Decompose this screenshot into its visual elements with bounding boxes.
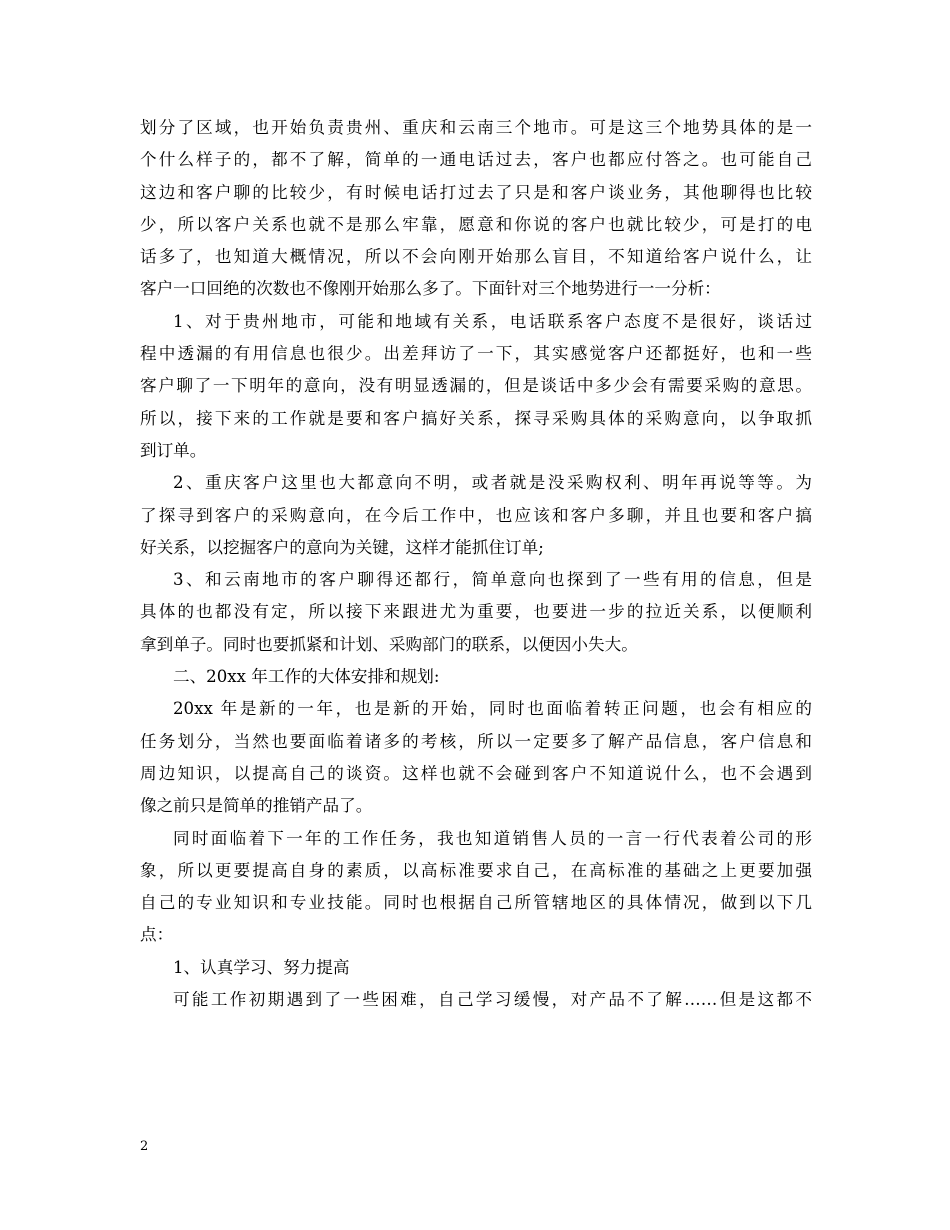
text-line: 像之前只是简单的推销产品了。 <box>140 796 373 816</box>
text-line: 同时面临着下一年的工作任务，我也知道销售人员的一言一行代表着公司的形 <box>173 828 812 848</box>
text-line: 自己的专业知识和专业技能。同时也根据自己所管辖地区的具体情况，做到以下几 <box>140 893 812 913</box>
text-line: 到订单。 <box>140 440 207 460</box>
text-line: 这边和客户聊的比较少，有时候电话打过去了只是和客户谈业务，其他聊得也比较 <box>140 182 812 202</box>
text-line: 2、重庆客户这里也大都意向不明，或者就是没采购权利、明年再说等等。为 <box>173 473 812 493</box>
text-line: 二、20xx 年工作的大体安排和规划: <box>173 667 440 687</box>
page-number: 2 <box>140 1139 149 1154</box>
text-line: 好关系，以挖掘客户的意向为关键，这样才能抓住订单; <box>140 537 544 557</box>
text-line: 象，所以更要提高自身的素质，以高标准要求自己，在高标准的基础之上更要加强 <box>140 860 812 880</box>
text-line: 划分了区域，也开始负责贵州、重庆和云南三个地市。可是这三个地势具体的是一 <box>140 118 812 137</box>
text-line: 点： <box>140 925 174 945</box>
text-line: 可能工作初期遇到了一些困难，自己学习缓慢，对产品不了解……但是这都不 <box>173 990 812 1010</box>
text-line: 周边知识，以提高自己的谈资。这样也就不会碰到客户不知道说什么，也不会遇到 <box>140 763 812 783</box>
text-line: 少，所以客户关系也就不是那么牢靠，愿意和你说的客户也就比较少，可是打的电 <box>140 214 812 234</box>
text-line: 个什么样子的，都不了解，简单的一通电话过去，客户也都应付答之。也可能自己 <box>140 150 812 170</box>
text-line: 拿到单子。同时也要抓紧和计划、采购部门的联系，以便因小失大。 <box>140 634 638 654</box>
text-line: 20xx 年是新的一年，也是新的开始，同时也面临着转正问题，也会有相应的 <box>173 699 812 719</box>
document-body <box>140 112 812 1016</box>
text-line: 了探寻到客户的采购意向，在今后工作中，也应该和客户多聊，并且也要和客户搞 <box>140 505 812 525</box>
text-line: 客户一口回绝的次数也不像刚开始那么多了。下面针对三个地势进行一一分析： <box>140 279 721 299</box>
text-line: 3、和云南地市的客户聊得还都行，简单意向也探到了一些有用的信息，但是 <box>173 570 812 590</box>
text-line: 客户聊了一下明年的意向，没有明显透漏的，但是谈话中多少会有需要采购的意思。 <box>140 376 812 396</box>
text-line: 所以，接下来的工作就是要和客户搞好关系，探寻采购具体的采购意向，以争取抓 <box>140 408 812 428</box>
text-line: 1、认真学习、努力提高 <box>173 957 350 977</box>
text-line: 话多了，也知道大概情况，所以不会向刚开始那么盲目，不知道给客户说什么，让 <box>140 247 812 267</box>
text-line: 1、对于贵州地市，可能和地域有关系，电话联系客户态度不是很好，谈话过 <box>173 311 812 331</box>
text-line: 具体的也都没有定，所以接下来跟进尤为重要，也要进一步的拉近关系，以便顺利 <box>140 602 812 622</box>
text-line: 程中透漏的有用信息也很少。出差拜访了一下，其实感觉客户还都挺好，也和一些 <box>140 344 812 364</box>
text-line: 任务划分，当然也要面临着诸多的考核，所以一定要多了解产品信息，客户信息和 <box>140 731 812 751</box>
